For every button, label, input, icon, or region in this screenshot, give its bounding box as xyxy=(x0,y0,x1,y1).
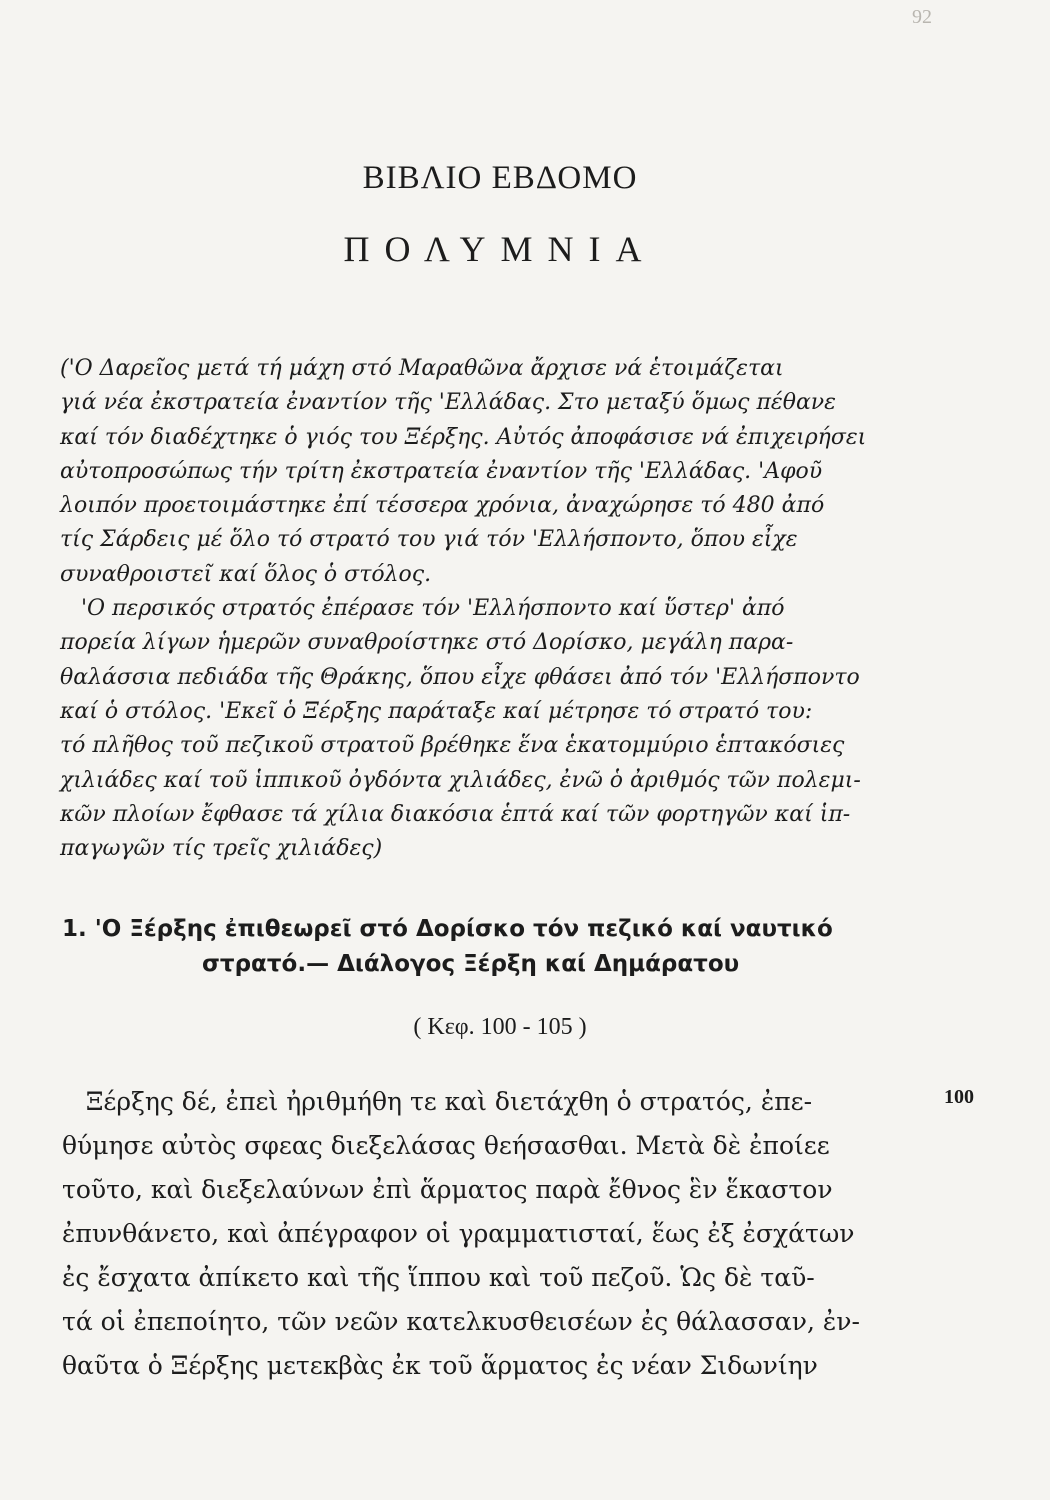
summary-line: κῶν πλοίων ἔφθασε τά χίλια διακόσια ἑπτά καί τῶν φορτηγῶν καί ἱπ- xyxy=(60,801,851,827)
ancient-text-line: θαῦτα ὁ Ξέρξης μετεκβὰς ἐκ τοῦ ἅρματος ἐς νέαν Σιδωνίην xyxy=(62,1351,818,1380)
summary-line: 'Ο περσικός στρατός ἐπέρασε τόν 'Ελλήσποντο καί ὕστερ' ἀπό xyxy=(60,596,785,622)
margin-section-number: 100 xyxy=(944,1086,974,1108)
summary-line: καί τόν διαδέχτηκε ὁ γιός του Ξέρξης. Αὐτός ἀποφάσισε νά ἐπιχειρήσει xyxy=(60,424,867,450)
summary-line: πορεία λίγων ἡμερῶν συναθροίστηκε στό Δορίσκο, μεγάλη παρα- xyxy=(60,630,794,656)
summary-line: χιλιάδες καί τοῦ ἱππικοῦ ὀγδόντα χιλιάδες, ἐνῶ ὁ ἀριθμός τῶν πολεμι- xyxy=(60,767,861,793)
page-number: 92 xyxy=(912,6,932,28)
summary-line: τό πλῆθος τοῦ πεζικοῦ στρατοῦ βρέθηκε ἕνα ἑκατομμύριο ἑπτακόσιες xyxy=(60,733,845,759)
section-heading-line-2: στρατό.— Διάλογος Ξέρξη καί Δημάρατου xyxy=(202,951,740,977)
ancient-text-line: Ξέρξης δέ, ἐπεὶ ἠριθμήθη τε καὶ διετάχθη ὁ στρατός, ἐπε- xyxy=(62,1087,813,1116)
book-title: ΒΙΒΛΙΟ ΕΒΔΟΜΟ xyxy=(362,160,638,196)
section-heading-line-1: 1. 'Ο Ξέρξης ἐπιθεωρεῖ στό Δορίσκο τόν πεζικό καί ναυτικό xyxy=(62,916,833,942)
section-heading xyxy=(62,912,942,982)
summary-line: συναθροιστεῖ καί ὅλος ὁ στόλος. xyxy=(60,561,432,587)
summary-line: καί ὁ στόλος. 'Εκεῖ ὁ Ξέρξης παράταξε καί μέτρησε τό στρατό του: xyxy=(60,698,813,724)
summary-line: θαλάσσια πεδιάδα τῆς Θράκης, ὅπου εἶχε φθάσει ἀπό τόν 'Ελλήσποντο xyxy=(60,664,860,690)
summary-line: αὐτοπροσώπως τήν τρίτη ἐκστρατεία ἐναντίον τῆς 'Ελλάδας. 'Αφοῦ xyxy=(60,458,823,484)
summary-line: τίς Σάρδεις μέ ὅλο τό στρατό του γιά τόν 'Ελλήσποντο, ὅπου εἶχε xyxy=(60,527,798,553)
summary-line: παγωγῶν τίς τρεῖς χιλιάδες) xyxy=(60,836,383,862)
chapter-reference: ( Κεφ. 100 - 105 ) xyxy=(413,1014,587,1040)
summary-line: γιά νέα ἐκστρατεία ἐναντίον τῆς 'Ελλάδας. Στο μεταξύ ὅμως πέθανε xyxy=(60,390,836,416)
summary-paragraph xyxy=(60,352,940,866)
summary-line: λοιπόν προετοιμάστηκε ἐπί τέσσερα χρόνια, ἀναχώρησε τό 480 ἀπό xyxy=(60,493,825,519)
ancient-greek-text xyxy=(62,1080,942,1388)
book-subtitle: ΠΟΛΥΜΝΙΑ xyxy=(343,229,657,269)
ancient-text-line: θύμησε αὐτὸς σφεας διεξελάσας θεήσασθαι. Μετὰ δὲ ἐποίεε xyxy=(62,1131,830,1160)
ancient-text-line: τοῦτο, καὶ διεξελαύνων ἐπὶ ἅρματος παρὰ ἔθνος ἓν ἕκαστον xyxy=(62,1175,833,1204)
ancient-text-line: τά οἱ ἐπεποίητο, τῶν νεῶν κατελκυσθεισέων ἐς θάλασσαν, ἐν- xyxy=(62,1307,860,1336)
summary-line: ('Ο Δαρεῖος μετά τή μάχη στό Μαραθῶνα ἄρχισε νά ἑτοιμάζεται xyxy=(60,356,784,381)
ancient-text-line: ἐπυνθάνετο, καὶ ἀπέγραφον οἱ γραμματισταί, ἕως ἐξ ἐσχάτων xyxy=(62,1219,855,1248)
ancient-text-line: ἐς ἔσχατα ἀπίκετο καὶ τῆς ἵππου καὶ τοῦ πεζοῦ. Ὡς δὲ ταῦ- xyxy=(62,1263,815,1292)
